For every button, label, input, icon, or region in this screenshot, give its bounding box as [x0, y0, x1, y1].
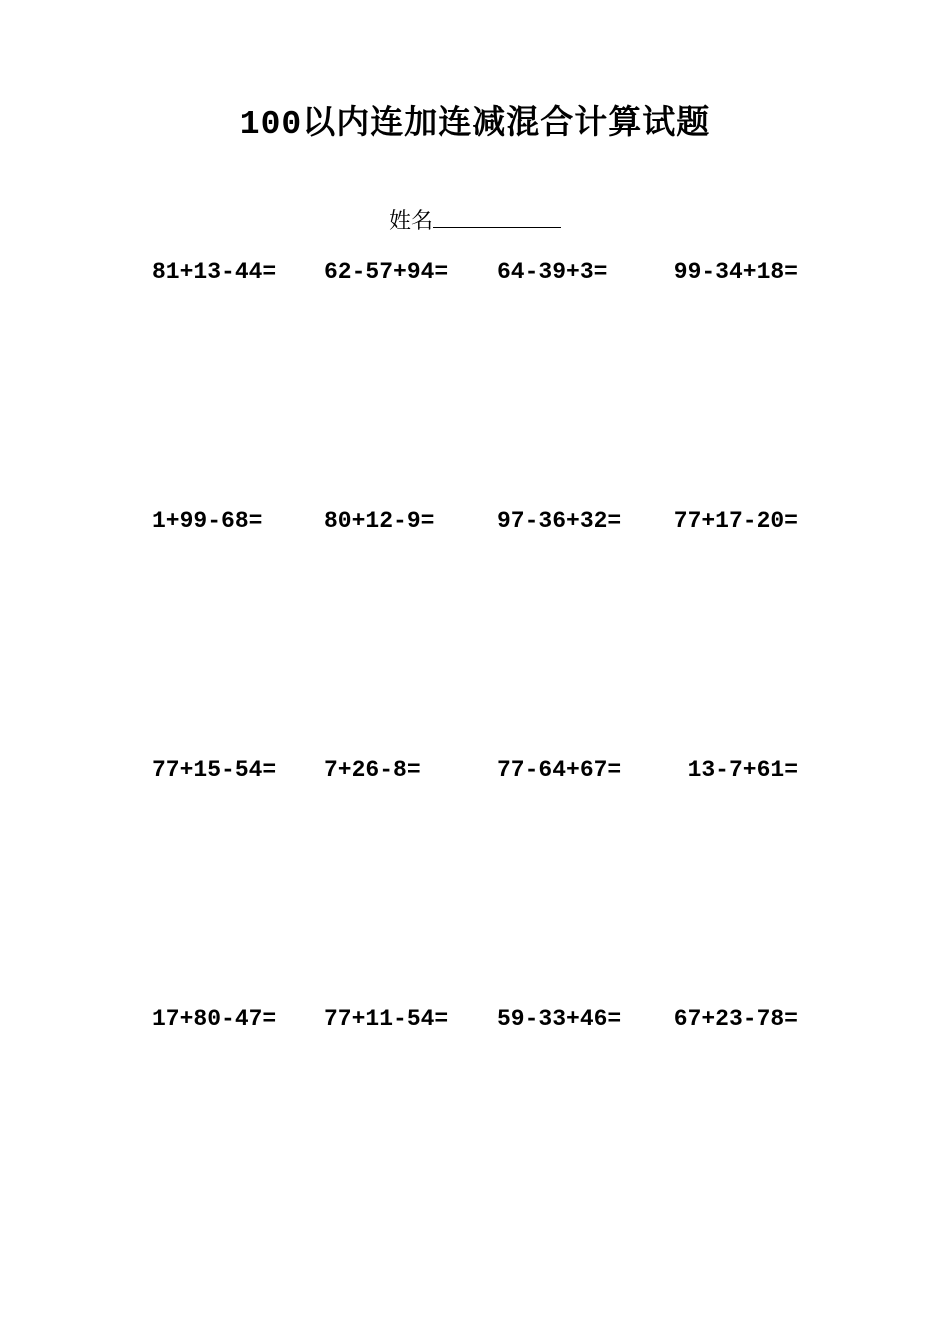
problem: 64-39+3= [497, 259, 608, 285]
problem: 77+11-54= [324, 1006, 449, 1032]
page-title [0, 100, 950, 147]
title-number: 100 [239, 106, 303, 143]
problem: 77+15-54= [152, 757, 277, 783]
problem: 81+13-44= [152, 259, 277, 285]
name-field [0, 205, 950, 238]
problem: 62-57+94= [324, 259, 449, 285]
problem-row-1 [152, 257, 802, 287]
problem: 77+17-20= [673, 508, 798, 534]
problem: 99-34+18= [673, 259, 798, 285]
problem: 80+12-9= [324, 508, 435, 534]
problem: 59-33+46= [497, 1006, 622, 1032]
problem: 7+26-8= [324, 757, 421, 783]
problem-row-2 [152, 506, 802, 536]
name-blank-line[interactable] [433, 205, 561, 228]
title-text: 以内连加连减混合计算试题 [302, 102, 711, 141]
problem: 1+99-68= [152, 508, 263, 534]
problem: 17+80-47= [152, 1006, 277, 1032]
problem: 77-64+67= [497, 757, 622, 783]
problem-row-4 [152, 1004, 802, 1034]
problem: 67+23-78= [673, 1006, 798, 1032]
problem: 13-7+61= [687, 757, 798, 783]
problem-row-3 [152, 755, 802, 785]
problem: 97-36+32= [497, 508, 622, 534]
name-label: 姓名 [388, 209, 433, 234]
